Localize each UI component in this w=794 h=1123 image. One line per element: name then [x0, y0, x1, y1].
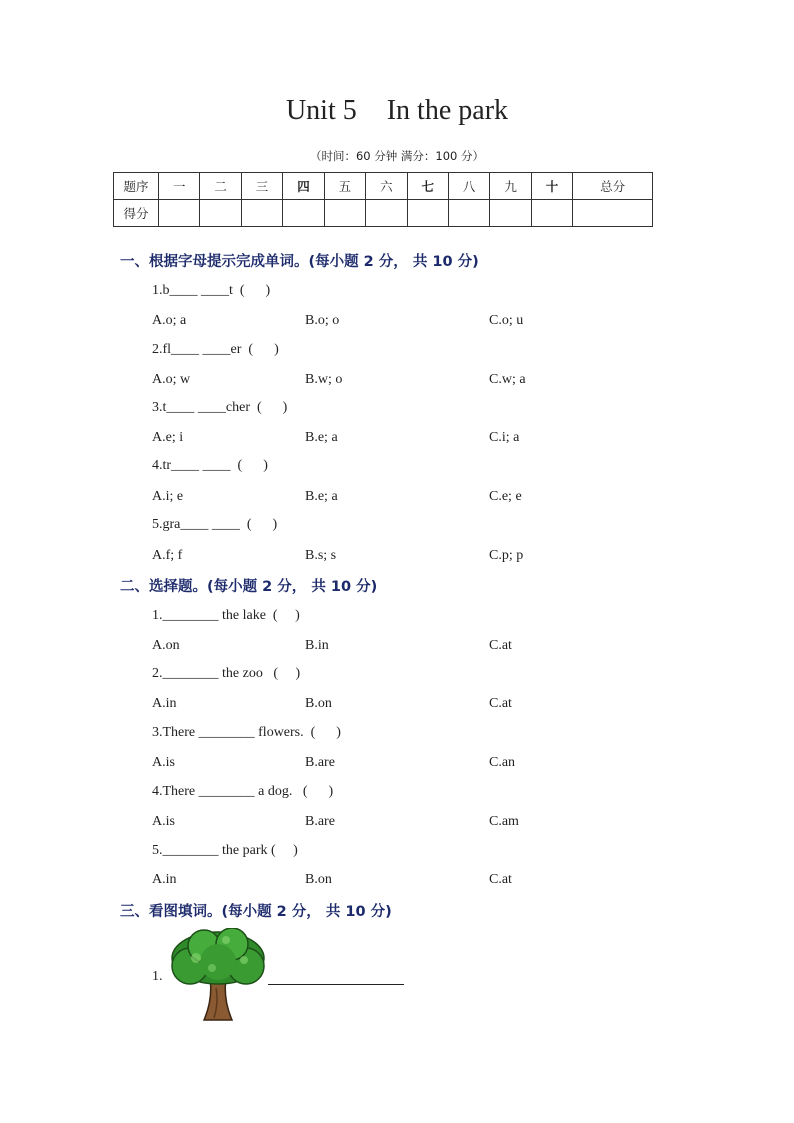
- tree-icon: [166, 928, 270, 1024]
- option-b: B.are: [305, 814, 335, 829]
- option-a: A.e; i: [152, 430, 184, 445]
- question-stem: 3.t____ ____cher ( ): [152, 400, 288, 415]
- option-c: C.e; e: [489, 489, 522, 504]
- score-input-cell[interactable]: [531, 200, 572, 227]
- score-cell: 九: [490, 173, 531, 200]
- option-b: B.on: [305, 872, 332, 887]
- option-b: B.s; s: [305, 548, 337, 563]
- score-input-cell[interactable]: [448, 200, 489, 227]
- option-b: B.o; o: [305, 313, 340, 328]
- section-3-heading: 三、看图填词。(每小题 2 分， 共 10 分): [120, 904, 392, 920]
- question-stem: 5.gra____ ____ ( ): [152, 517, 278, 532]
- option-a: A.is: [152, 755, 175, 770]
- score-table-score-row: [114, 200, 653, 227]
- option-c: C.at: [489, 872, 512, 887]
- option-a: A.on: [152, 638, 180, 653]
- question-stem: 5.________ the park ( ): [152, 843, 298, 858]
- score-input-cell[interactable]: [407, 200, 448, 227]
- score-cell: 一: [159, 173, 200, 200]
- question-stem: 2.________ the zoo ( ): [152, 666, 301, 681]
- option-c: C.at: [489, 638, 512, 653]
- option-b: B.on: [305, 696, 332, 711]
- option-b: B.e; a: [305, 489, 338, 504]
- question-stem: 1.________ the lake ( ): [152, 608, 300, 623]
- score-cell: 三: [241, 173, 282, 200]
- option-a: A.o; a: [152, 313, 187, 328]
- score-cell: 七: [407, 173, 448, 200]
- option-c: C.o; u: [489, 313, 524, 328]
- score-input-cell[interactable]: [490, 200, 531, 227]
- score-input-cell[interactable]: [573, 200, 653, 227]
- picture-question-number: 1.: [152, 969, 163, 984]
- option-b: B.are: [305, 755, 335, 770]
- option-c: C.am: [489, 814, 519, 829]
- score-cell: 题序: [114, 173, 159, 200]
- section-1-heading: 一、根据字母提示完成单词。(每小题 2 分， 共 10 分): [120, 254, 479, 270]
- option-c: C.p; p: [489, 548, 524, 563]
- score-input-cell[interactable]: [283, 200, 324, 227]
- option-a: A.in: [152, 696, 177, 711]
- option-b: B.e; a: [305, 430, 338, 445]
- option-c: C.i; a: [489, 430, 520, 445]
- score-table-header-row: [114, 173, 653, 200]
- score-cell: 二: [200, 173, 241, 200]
- option-c: C.w; a: [489, 372, 526, 387]
- question-stem: 1.b____ ____t ( ): [152, 283, 271, 298]
- unit-title: In the park: [386, 95, 509, 126]
- option-c: C.an: [489, 755, 516, 770]
- score-cell: 四: [283, 173, 324, 200]
- question-stem: 4.There ________ a dog. ( ): [152, 784, 334, 799]
- question-stem: 4.tr____ ____ ( ): [152, 458, 268, 473]
- section-2-heading: 二、选择题。(每小题 2 分， 共 10 分): [120, 579, 378, 595]
- score-input-cell[interactable]: [366, 200, 407, 227]
- score-cell: 总分: [573, 173, 653, 200]
- score-cell: 十: [531, 173, 572, 200]
- score-cell: 五: [324, 173, 365, 200]
- page-title: [0, 95, 794, 127]
- score-input-cell[interactable]: [241, 200, 282, 227]
- option-a: A.i; e: [152, 489, 184, 504]
- exam-meta: （时间：60 分钟 满分：100 分）: [309, 149, 485, 163]
- answer-blank[interactable]: [268, 984, 404, 985]
- score-cell: 六: [366, 173, 407, 200]
- score-cell: 八: [448, 173, 489, 200]
- question-stem: 3.There ________ flowers. ( ): [152, 725, 341, 740]
- score-table: [113, 172, 653, 227]
- option-a: A.is: [152, 814, 175, 829]
- unit-label: Unit 5: [285, 95, 357, 126]
- option-b: B.w; o: [305, 372, 343, 387]
- score-input-cell[interactable]: [324, 200, 365, 227]
- score-input-cell[interactable]: [200, 200, 241, 227]
- option-c: C.at: [489, 696, 512, 711]
- option-a: A.o; w: [152, 372, 191, 387]
- option-b: B.in: [305, 638, 329, 653]
- score-row-label: 得分: [114, 200, 159, 227]
- option-a: A.f; f: [152, 548, 183, 563]
- question-stem: 2.fl____ ____er ( ): [152, 342, 279, 357]
- score-input-cell[interactable]: [159, 200, 200, 227]
- option-a: A.in: [152, 872, 177, 887]
